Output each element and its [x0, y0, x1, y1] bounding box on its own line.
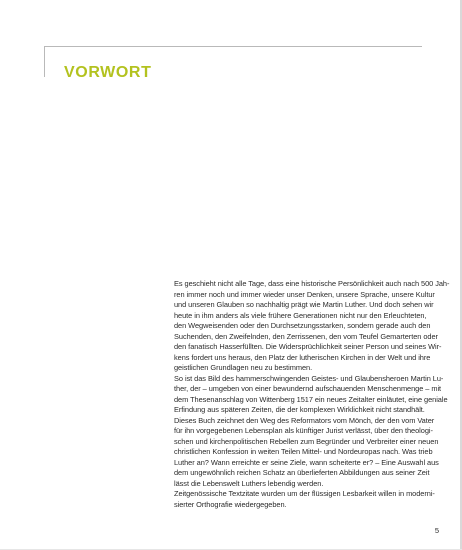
text-line: Luther an? Wann erreichte er seine Ziele, wann scheiterte er? – Eine Auswahl aus	[174, 457, 439, 467]
text-line: für ihn vorgegebenen Lebensplan als künftiger Jurist verlässt, über den theologi-	[174, 426, 433, 435]
text-line: heute in ihm anders als viele frühere Generationen nicht nur den Erleuchteten,	[174, 310, 427, 320]
text-line: Erfindung aus späteren Zeiten, die der komplexen Wirklichkeit nicht standhält.	[174, 405, 425, 414]
text-line: Dieses Buch zeichnet den Weg des Reformators vom Mönch, der den vom Vater	[174, 415, 435, 425]
text-line: dem ungewöhnlich reichen Schatz an überlieferten Abbildungen aus seiner Zeit	[174, 468, 430, 477]
text-line: Zeitgenössische Textzitate wurden um der flüssigen Lesbarkeit willen in moderni-	[174, 489, 435, 498]
text-line: geistlichen Grundlagen neu zu bestimmen.	[174, 363, 313, 372]
chapter-heading: VORWORT	[64, 64, 152, 81]
text-line: So ist das Bild des hammerschwingenden Geistes- und Glaubensheroen Martin Lu-	[174, 373, 444, 383]
heading-top-rule	[44, 46, 422, 47]
text-line: Suchenden, den Zweifelnden, den Zerrissenen, den vom Teufel Gemarterten oder	[174, 331, 438, 341]
foreword-text	[174, 279, 450, 510]
text-line: Es geschieht nicht alle Tage, dass eine historische Persönlichkeit auch nach 500 Jah-	[174, 279, 450, 288]
text-line: den fanatisch Hasserfüllten. Die Widersprüchlichkeit seiner Person und seines Wir-	[174, 342, 442, 351]
heading-left-rule	[44, 46, 45, 77]
text-line: lässt die Lebenswelt Luthers lebendig werden.	[174, 478, 324, 488]
page-number: 5	[434, 526, 439, 535]
text-line: kens fordert uns heraus, den Platz der lutherischen Kirchen in der Welt und ihre	[174, 352, 431, 362]
text-line: christlichen Konfession in weiten Teilen Mittel- und Nordeuropas nach. Was trieb	[174, 447, 433, 456]
text-line: ther, der – umgeben von einer bewundernd aufschauenden Menschenmenge – mit	[174, 384, 442, 393]
text-line: dem Thesenanschlag von Wittenberg 1517 ein neues Zeitalter einläutet, eine geniale	[174, 394, 448, 404]
text-line: und unseren Glauben so nachhaltig prägt wie Martin Luther. Und doch sehen wir	[174, 300, 434, 309]
text-line: ren immer noch und immer wieder unser Denken, unsere Sprache, unsere Kultur	[174, 289, 435, 299]
text-line: sierter Orthografie wiedergegeben.	[174, 499, 287, 509]
text-line: schen und kirchenpolitischen Rebellen zum Begründer und Verbreiter einer neuen	[174, 436, 439, 446]
text-line: den Wegweisenden oder den Durchsetzungsstarken, sondern gerade auch den	[174, 321, 431, 330]
